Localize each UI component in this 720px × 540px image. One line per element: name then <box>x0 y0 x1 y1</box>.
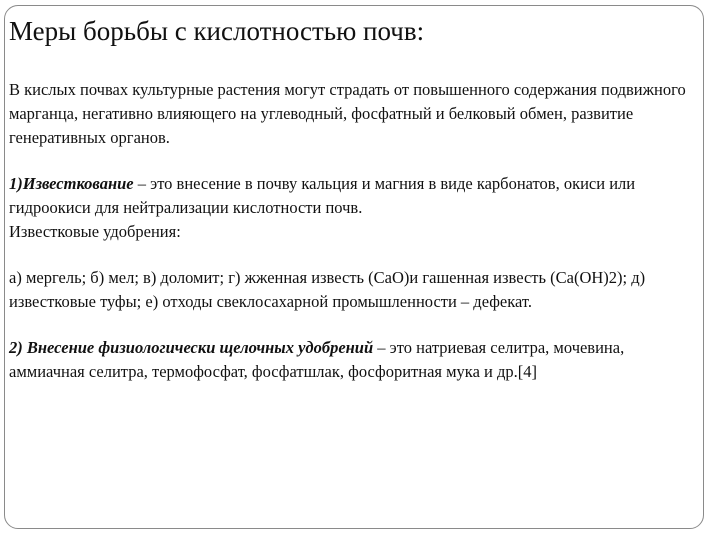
liming-paragraph <box>9 172 699 244</box>
liming-definition: – это внесение в почву кальция и магния в виде карбонатов, окиси или гидроокиси для нейтрализации кислотности почв. <box>9 174 636 217</box>
alkaline-definition: – это натриевая селитра, мочевина, аммиачная селитра, термофосфат, фосфатшлак, фосфоритная мука и др.[4] <box>9 338 625 381</box>
liming-fertilizers-heading: Известковые удобрения: <box>9 222 181 241</box>
alkaline-fertilizers-paragraph <box>9 336 699 384</box>
slide-content <box>9 78 699 384</box>
slide-title: Меры борьбы с кислотностью почв: <box>9 16 425 46</box>
fertilizers-list-paragraph: а) мергель; б) мел; в) доломит; г) жженная известь (СаО)и гашенная известь (Са(ОН)2); д) известковые туфы; е) отходы свеклосахарной промышленности – дефекат. <box>9 268 646 311</box>
liming-term: 1)Известкование <box>9 174 134 193</box>
alkaline-term: 2) Внесение физиологически щелочных удобрений <box>9 338 374 357</box>
intro-paragraph: В кислых почвах культурные растения могут страдать от повышенного содержания подвижного марганца, негативно влияющего на углеводный, фосфатный и белковый обмен, развитие генеративных органов. <box>9 80 686 147</box>
